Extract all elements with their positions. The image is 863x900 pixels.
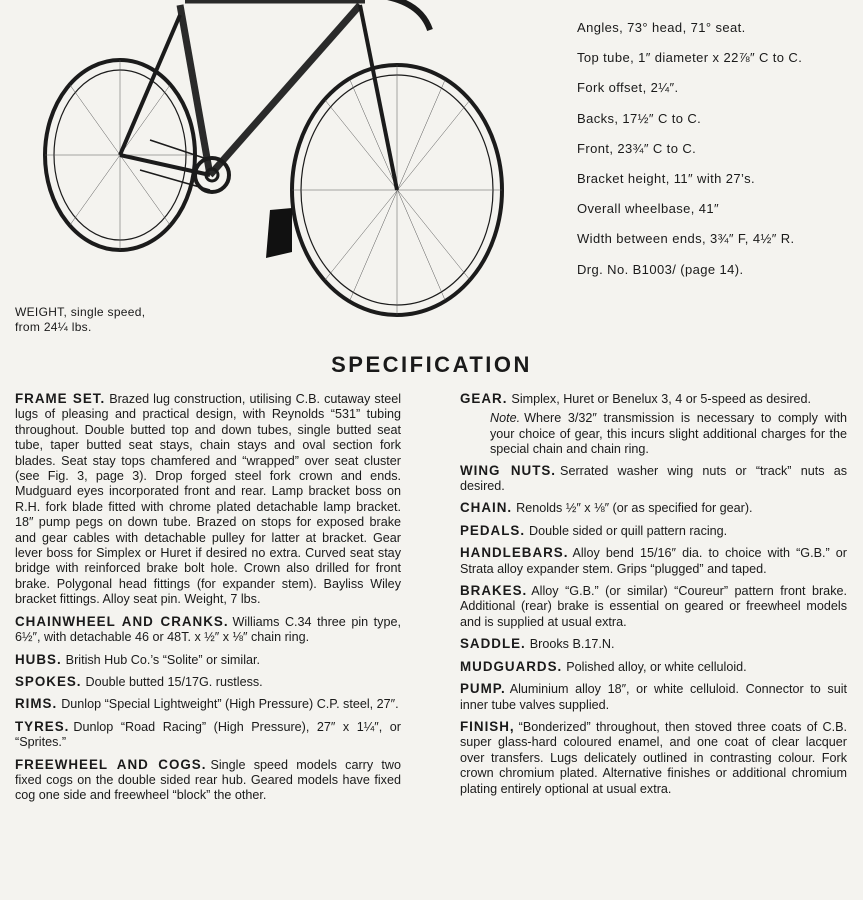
spec-pump <box>460 681 847 713</box>
spec-frame-set <box>15 391 401 608</box>
spec-column-left <box>15 391 401 810</box>
spec-finish <box>460 719 847 797</box>
spec-heading: HUBS. <box>15 651 62 667</box>
spec-pedals <box>460 523 847 539</box>
spec-heading: RIMS. <box>15 696 58 712</box>
spec-text: Double sided or quill pattern racing. <box>529 523 728 538</box>
spec-text: Alloy “G.B.” (or similar) “Coureur” pattern front brake. Additional (rear) brake is essential on geared or freewheel models and is supplied at usual extra. <box>460 584 847 629</box>
spec-wing-nuts <box>460 463 847 495</box>
spec-handlebars <box>460 545 847 577</box>
spec-rims <box>15 696 401 712</box>
spec-spokes <box>15 674 401 690</box>
spec-heading: FREEWHEEL AND COGS. <box>15 756 207 772</box>
spec-heading: TYRES. <box>15 718 70 734</box>
geometry-item: Backs, 17½″ C to C. <box>577 110 702 126</box>
geometry-item: Bracket height, 11″ with 27’s. <box>577 170 755 186</box>
spec-brakes <box>460 583 847 630</box>
spec-gear <box>460 391 847 407</box>
spec-text: Single speed models carry two fixed cogs on the double sided rear hub. Geared models have fixed cog one side and freewheel “block” the other. <box>15 757 401 803</box>
spec-heading: PUMP. <box>460 681 506 697</box>
spec-chain <box>460 500 847 516</box>
spec-heading: WING NUTS. <box>460 462 557 478</box>
geometry-item: Top tube, 1″ diameter x 22⅞″ C to C. <box>577 50 803 66</box>
spec-text: Renolds ½″ x ⅛″ (or as specified for gear). <box>516 501 753 516</box>
geometry-item: Width between ends, 3¾″ F, 4½″ R. <box>577 231 795 247</box>
weight-line: WEIGHT, single speed, <box>15 305 146 319</box>
spec-heading: FRAME SET. <box>15 391 106 406</box>
spec-text: Serrated washer wing nuts or “track” nuts as desired. <box>460 463 847 494</box>
spec-text: Williams C.34 three pin type, 6½″, with detachable 46 or 48T. x ½″ x ⅛″ chain ring. <box>15 614 401 645</box>
spec-freewheel <box>15 757 401 804</box>
spec-heading: SPOKES. <box>15 673 82 689</box>
bicycle-illustration <box>30 0 550 320</box>
spec-heading: SADDLE. <box>460 636 526 652</box>
geometry-item: Overall wheelbase, 41″ <box>577 201 720 217</box>
spec-gear-note <box>490 411 847 457</box>
geometry-list <box>577 18 802 290</box>
spec-text: Polished alloy, or white celluloid. <box>566 659 747 674</box>
spec-heading: CHAINWHEEL AND CRANKS. <box>15 613 229 629</box>
spec-column-right <box>460 391 847 803</box>
spec-heading: MUDGUARDS. <box>460 658 563 674</box>
spec-text: Alloy bend 15/16″ dia. to choice with “G.B.” or Strata alloy expander stem. Grips “plugged” and taped. <box>460 546 847 576</box>
spec-heading: FINISH, <box>460 718 515 734</box>
geometry-item: Angles, 73° head, 71° seat. <box>577 20 746 35</box>
spec-text: British Hub Co.’s “Solite” or similar. <box>65 652 260 667</box>
geometry-item: Drg. No. B1003/ (page 14). <box>577 261 744 277</box>
spec-hubs <box>15 652 401 668</box>
spec-chainwheel <box>15 614 401 646</box>
spec-text: Simplex, Huret or Benelux 3, 4 or 5-speed as desired. <box>511 392 812 406</box>
specification-heading: SPECIFICATION <box>331 352 532 377</box>
spec-text: “Bonderized” throughout, then stoved three coats of C.B. super glass-hard coloured enamel, and one coat of clear lacquer over transfers. Lugs delicately outlined in contrasting colour. Fork crown chromium plated. Alternative finishes or additional chromium plating entirely optional at usual extra. <box>460 719 847 796</box>
spec-text: Aluminium alloy 18″, or white celluloid. Connector to suit inner tube valves supplied. <box>460 682 847 712</box>
spec-heading: GEAR. <box>460 391 508 406</box>
weight-caption <box>15 305 145 335</box>
spec-heading: PEDALS. <box>460 522 526 538</box>
note-label: Note. <box>490 411 521 426</box>
spec-text: Brazed lug construction, utilising C.B. cutaway steel lugs of pleasing and practical design, with Reynolds “531” tubing throughout. Double butted top and down tubes, single butted seat tube, taper butted seat stays, chain stays and oval section fork blades. Seat stay tops chamfered and “wrapped” over seat cluster (see Fig. 3, page 3). Drop forged steel fork crown and ends. Mudguard eyes incorporated front and rear. Lamp bracket boss on R.H. fork blade fitted with chrome plated detachable lamp bracket. 18″ pump pegs on down tube. Brazed on stops for exposed brake and gear cables with detachable pulley for latter at bracket. Gear lever boss for Simplex or Huret if desired no extra. Curved seat stay bridge with reinforced brake bolt hole. Crown also drilled for front brake. Polygonal head fittings (for expander stem). Bayliss Wiley bracket fittings. Alloy seat pin. Weight, 7 lbs. <box>15 392 401 607</box>
spec-text: Dunlop “Special Lightweight” (High Pressure) C.P. steel, 27″. <box>61 697 399 712</box>
spec-heading: HANDLEBARS. <box>460 545 569 561</box>
spec-tyres <box>15 719 401 751</box>
spec-heading: BRAKES. <box>460 583 528 599</box>
spec-text: Brooks B.17.N. <box>529 637 615 652</box>
spec-text: Dunlop “Road Racing” (High Pressure), 27″ x 1¼″, or “Sprites.” <box>15 719 401 750</box>
spec-saddle <box>460 636 847 652</box>
spec-mudguards <box>460 659 847 675</box>
spec-text: Double butted 15/17G. rustless. <box>85 674 263 689</box>
weight-line: from 24¼ lbs. <box>15 320 92 334</box>
spec-heading: CHAIN. <box>460 500 513 516</box>
geometry-item: Front, 23¾″ C to C. <box>577 140 697 156</box>
note-text: Where 3/32″ transmission is necessary to comply with your choice of gear, this incurs slight additional charges for the special chain and chain ring. <box>490 411 847 457</box>
geometry-item: Fork offset, 2¼″. <box>577 80 679 96</box>
